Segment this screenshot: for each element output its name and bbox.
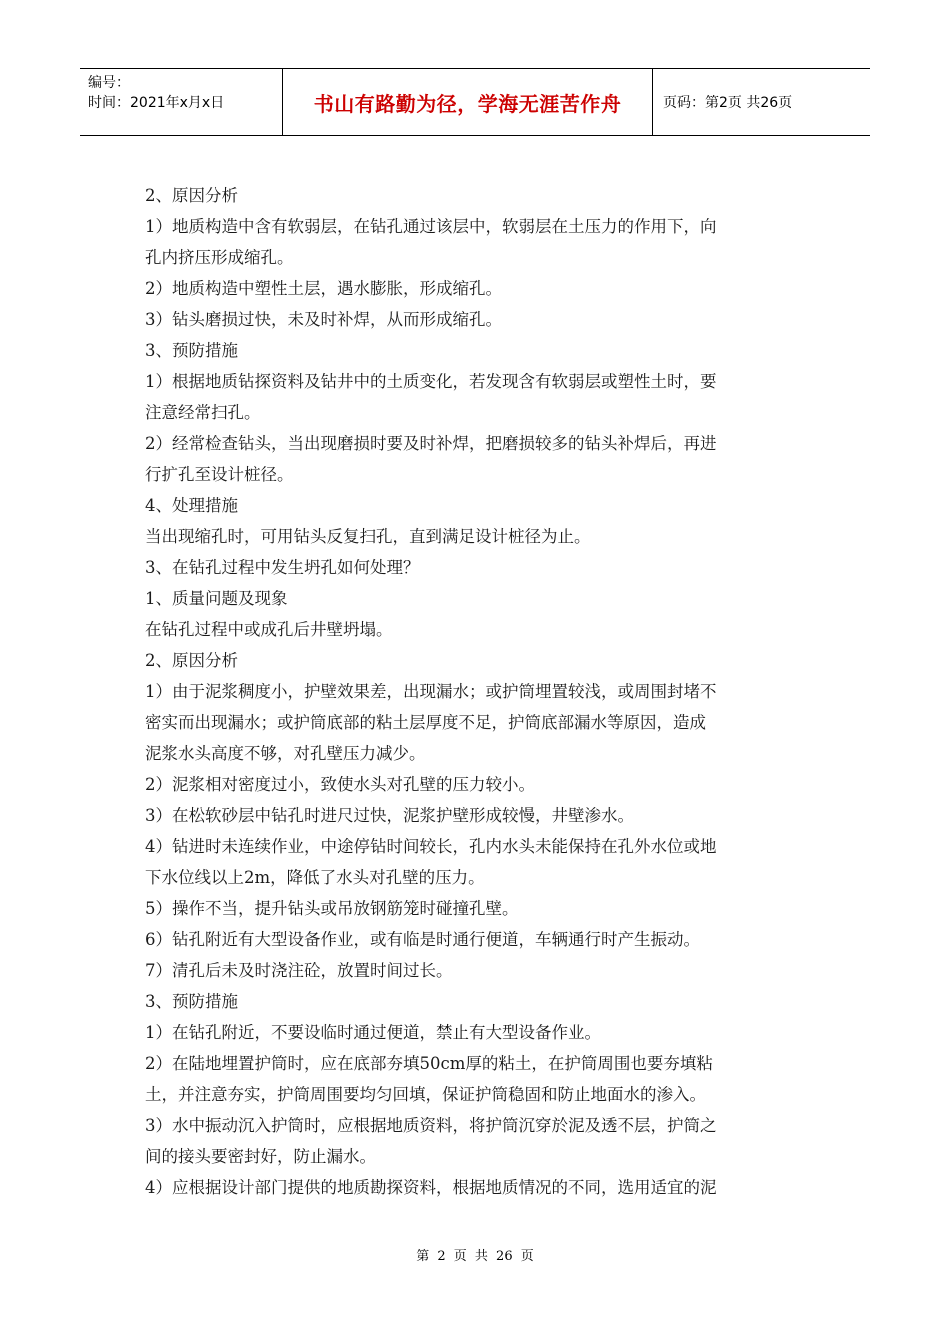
text-line: 1）地质构造中含有软弱层，在钻孔通过该层中，软弱层在土压力的作用下，向 (145, 217, 717, 236)
header-meta (80, 69, 283, 135)
text-line: 2）地质构造中塑性土层，遇水膨胀，形成缩孔。 (145, 279, 502, 298)
text-line: 间的接头要密封好，防止漏水。 (145, 1147, 376, 1166)
serial-label: 编号： (88, 75, 130, 91)
text-line: 泥浆水头高度不够，对孔壁压力减少。 (145, 744, 426, 763)
text-line: 土，并注意夯实，护筒周围要均匀回填，保证护筒稳固和防止地面水的渗入。 (145, 1085, 706, 1104)
text-line: 1）由于泥浆稠度小，护壁效果差，出现漏水；或护筒埋置较浅，或周围封堵不 (145, 682, 717, 701)
text-line: 7）清孔后未及时浇注砼，放置时间过长。 (145, 961, 453, 980)
header-motto: 书山有路勤为径，学海无涯苦作舟 (283, 69, 653, 135)
text-line: 密实而出现漏水；或护筒底部的粘土层厚度不足，护筒底部漏水等原因，造成 (145, 713, 706, 732)
text-line: 4）应根据设计部门提供的地质勘探资料，根据地质情况的不同，选用适宜的泥 (145, 1178, 717, 1197)
header-page-info: 页码：第2页 共26页 (663, 95, 793, 111)
text-line: 在钻孔过程中或成孔后井壁坍塌。 (145, 620, 393, 639)
text-line: 2）经常检查钻头，当出现磨损时要及时补焊，把磨损较多的钻头补焊后，再进 (145, 434, 717, 453)
text-line: 4）钻进时未连续作业，中途停钻时间较长，孔内水头未能保持在孔外水位或地 (145, 837, 717, 856)
text-line: 2）在陆地埋置护筒时，应在底部夯填50cm厚的粘土，在护筒周围也要夯填粘 (145, 1054, 713, 1073)
text-line: 4、处理措施 (145, 496, 238, 515)
text-line: 当出现缩孔时，可用钻头反复扫孔，直到满足设计桩径为止。 (145, 527, 591, 546)
header-table (80, 68, 870, 136)
text-line: 1、质量问题及现象 (145, 589, 288, 608)
text-line: 2、原因分析 (145, 186, 238, 205)
text-line: 2）泥浆相对密度过小，致使水头对孔壁的压力较小。 (145, 775, 535, 794)
text-line: 行扩孔至设计桩径。 (145, 465, 294, 484)
text-line: 3、预防措施 (145, 992, 238, 1011)
text-line: 5）操作不当，提升钻头或吊放钢筋笼时碰撞孔壁。 (145, 899, 519, 918)
text-line: 6）钻孔附近有大型设备作业，或有临是时通行便道，车辆通行时产生振动。 (145, 930, 700, 949)
text-line: 孔内挤压形成缩孔。 (145, 248, 294, 267)
document-body (145, 180, 810, 1203)
page-footer: 第 2 页 共 26 页 (416, 1249, 534, 1264)
text-line: 3）水中振动沉入护筒时，应根据地质资料，将护筒沉穿於泥及透不层，护筒之 (145, 1116, 717, 1135)
text-line: 3）钻头磨损过快，未及时补焊，从而形成缩孔。 (145, 310, 502, 329)
text-line: 1）根据地质钻探资料及钻井中的土质变化，若发现含有软弱层或塑性土时，要 (145, 372, 717, 391)
text-line: 3、在钻孔过程中发生坍孔如何处理？ (145, 558, 420, 577)
text-line: 注意经常扫孔。 (145, 403, 261, 422)
text-line: 1）在钻孔附近，不要设临时通过便道，禁止有大型设备作业。 (145, 1023, 601, 1042)
text-line: 3、预防措施 (145, 341, 238, 360)
text-line: 下水位线以上2m，降低了水头对孔壁的压力。 (145, 868, 485, 887)
text-line: 2、原因分析 (145, 651, 238, 670)
text-line: 3）在松软砂层中钻孔时进尺过快，泥浆护壁形成较慢，井壁渗水。 (145, 806, 634, 825)
time-label: 时间：2021年x月x日 (88, 95, 225, 111)
